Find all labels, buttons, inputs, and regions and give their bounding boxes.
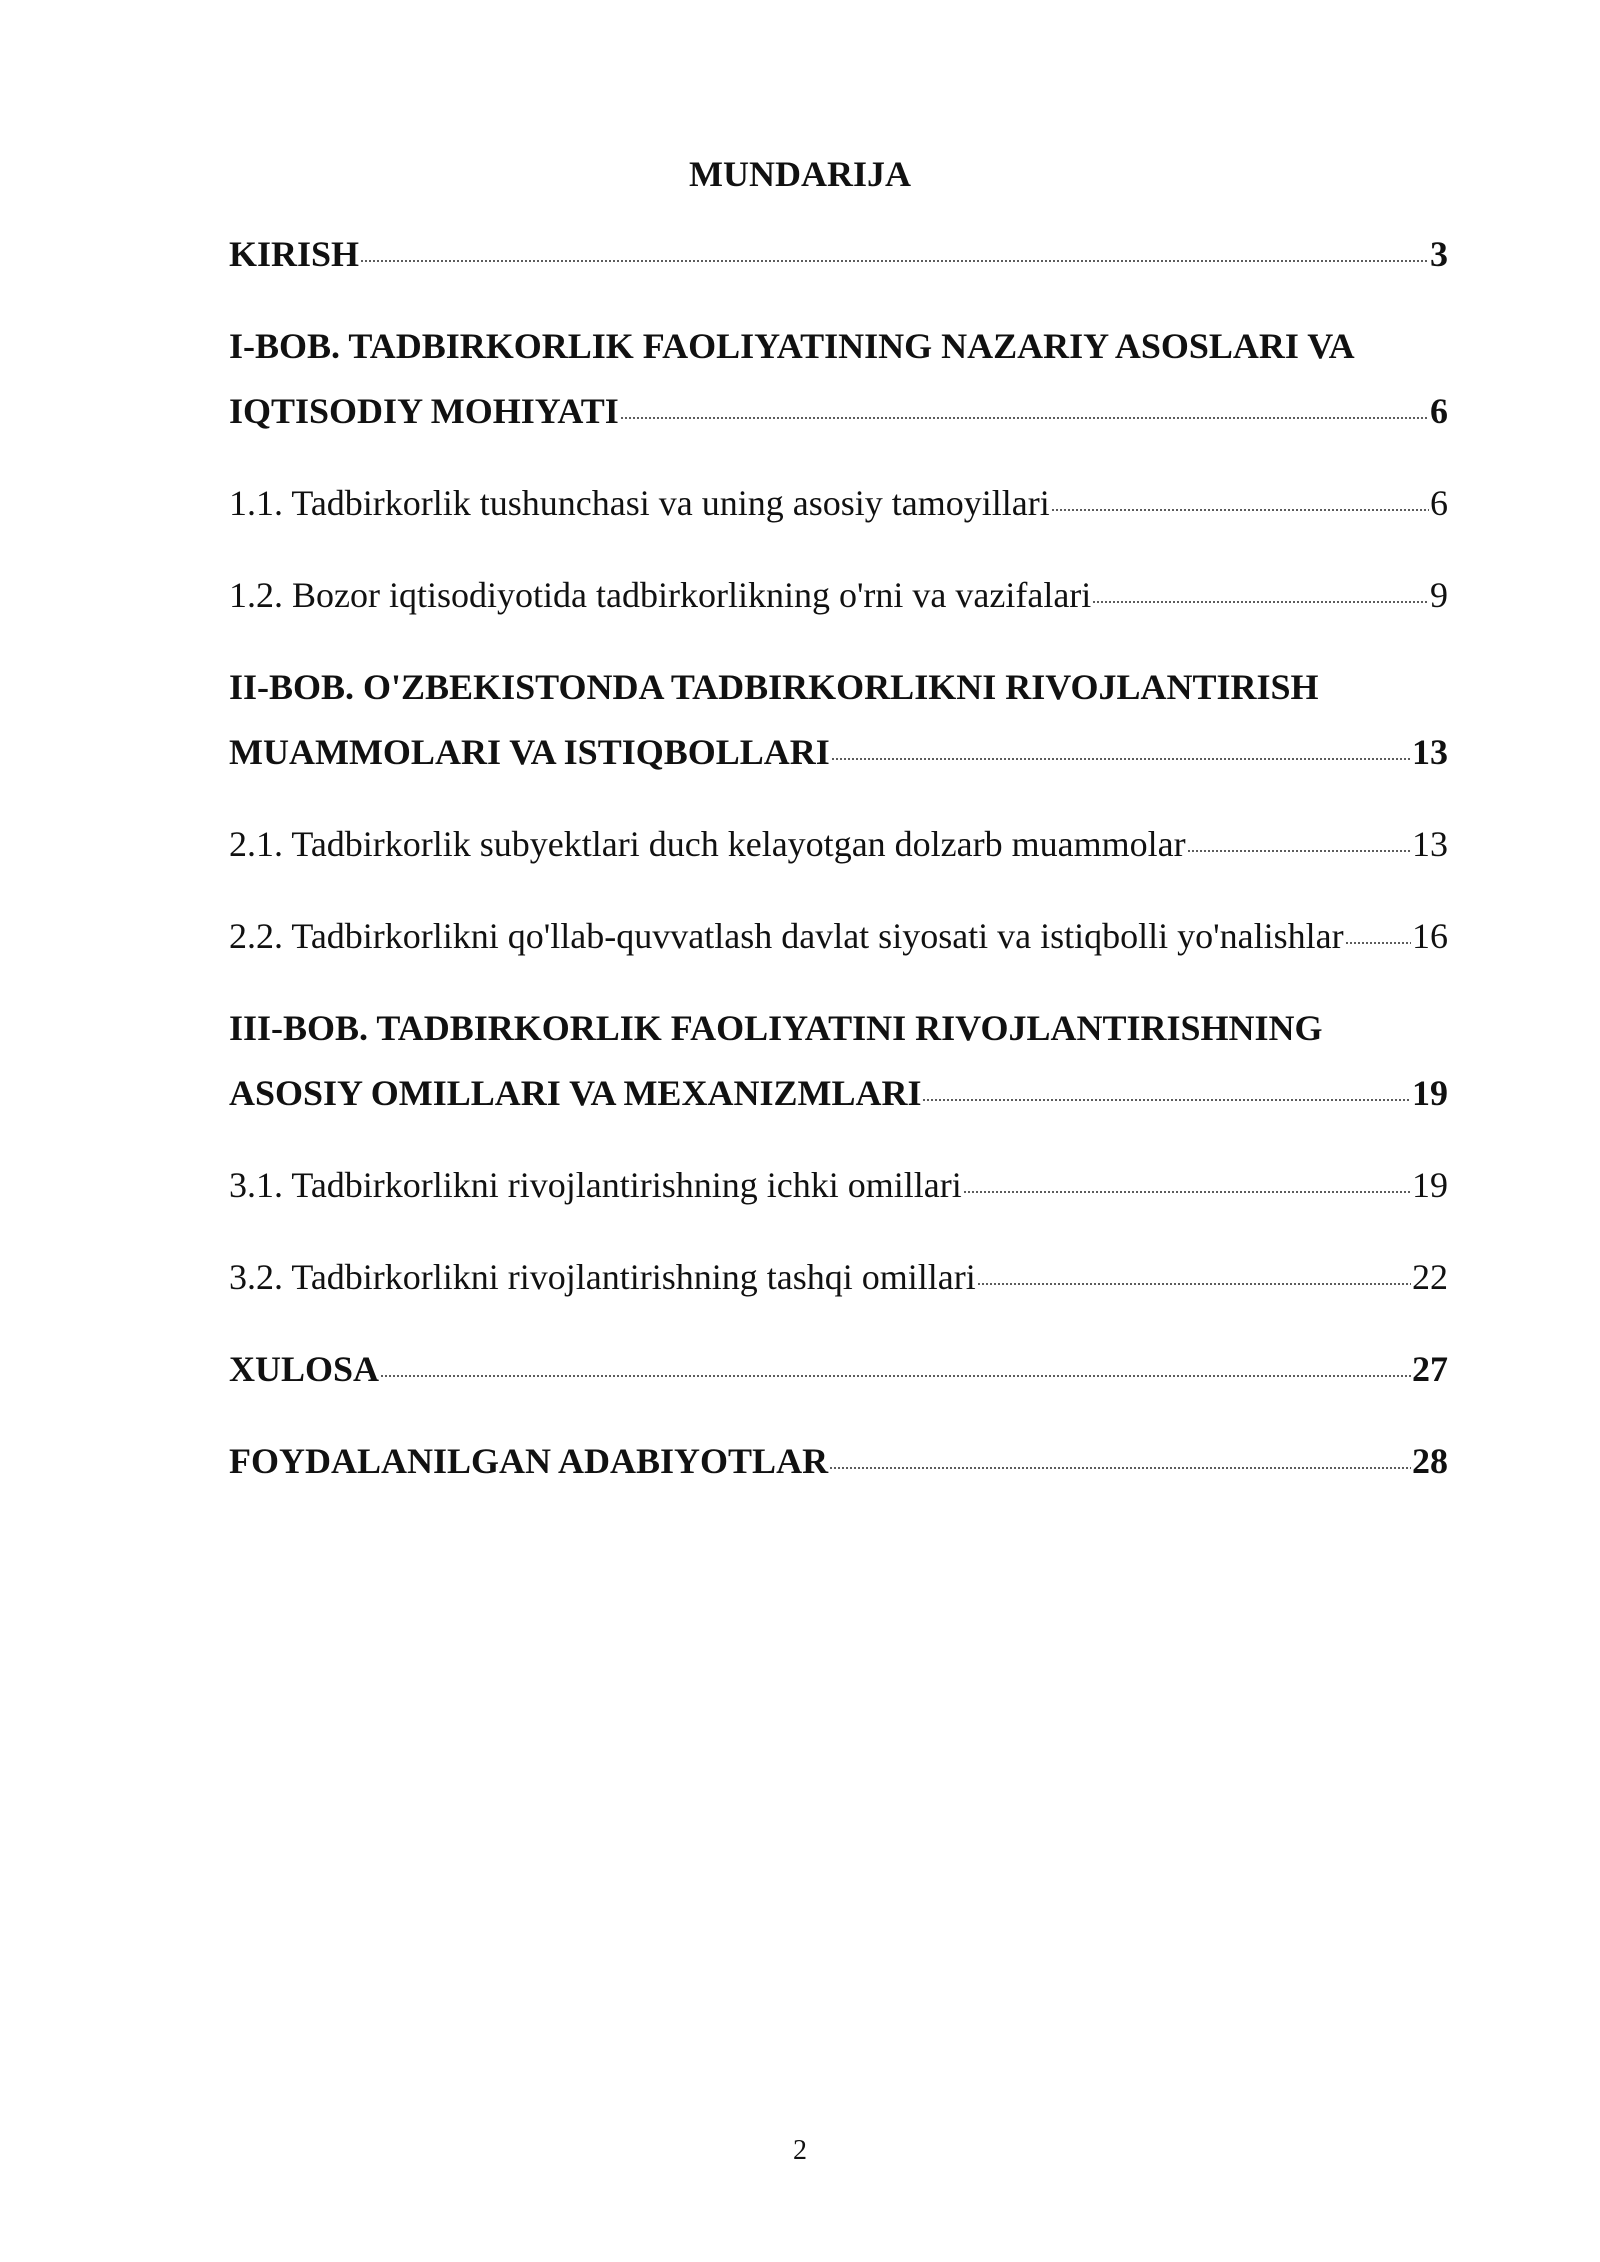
toc-entry — [229, 1153, 1448, 1218]
dot-leader — [1092, 601, 1429, 603]
dot-leader — [831, 758, 1411, 760]
toc-page-number: 19 — [1412, 1073, 1448, 1113]
toc-entry-line — [229, 1337, 1448, 1402]
toc-entry-text: KIRISH — [229, 234, 360, 274]
dot-leader — [1187, 850, 1411, 852]
toc-entry — [229, 1337, 1448, 1402]
dot-leader — [360, 260, 1429, 262]
toc-entry-line — [229, 1153, 1448, 1218]
toc-page-number: 6 — [1430, 483, 1448, 523]
toc-entry — [229, 1429, 1448, 1494]
toc-entry-text: III-BOB. TADBIRKORLIK FAOLIYATINI RIVOJLANTIRISHNING — [229, 1008, 1323, 1048]
toc-entry — [229, 314, 1448, 444]
toc-entry-text: 3.2. Tadbirkorlikni rivojlantirishning tashqi omillari — [229, 1257, 976, 1297]
toc-page-number: 22 — [1412, 1257, 1448, 1297]
toc-entry — [229, 996, 1448, 1126]
toc-page-number: 16 — [1412, 916, 1448, 956]
dot-leader — [620, 417, 1429, 419]
toc-entry-line — [229, 314, 1448, 379]
toc-entry — [229, 222, 1448, 287]
table-of-contents — [229, 222, 1448, 1494]
toc-entry — [229, 471, 1448, 536]
toc-entry-text: IQTISODIY MOHIYATI — [229, 391, 619, 431]
dot-leader — [922, 1099, 1411, 1101]
dot-leader — [1051, 509, 1429, 511]
toc-entry-text: FOYDALANILGAN ADABIYOTLAR — [229, 1441, 829, 1481]
toc-title: MUNDARIJA — [689, 154, 911, 194]
toc-entry — [229, 812, 1448, 877]
toc-page-number: 28 — [1412, 1441, 1448, 1481]
dot-leader — [1345, 942, 1411, 944]
toc-entry — [229, 655, 1448, 785]
dot-leader — [963, 1191, 1411, 1193]
dot-leader — [380, 1375, 1411, 1377]
toc-entry-text: XULOSA — [229, 1349, 380, 1389]
toc-entry-line — [229, 996, 1448, 1061]
toc-entry-line — [229, 904, 1448, 969]
toc-page-number: 3 — [1430, 234, 1448, 274]
toc-page-number: 19 — [1412, 1165, 1448, 1205]
toc-entry-text: 1.2. Bozor iqtisodiyotida tadbirkorlikning o'rni va vazifalari — [229, 575, 1092, 615]
toc-entry-line — [229, 563, 1448, 628]
toc-page-number: 13 — [1412, 732, 1448, 772]
toc-entry-text: II-BOB. O'ZBEKISTONDA TADBIRKORLIKNI RIVOJLANTIRISH — [229, 667, 1319, 707]
page-number: 2 — [793, 2135, 807, 2166]
toc-entry-text: MUAMMOLARI VA ISTIQBOLLARI — [229, 732, 830, 772]
toc-entry-text: I-BOB. TADBIRKORLIK FAOLIYATINING NAZARIY ASOSLARI VA — [229, 326, 1355, 366]
toc-entry — [229, 563, 1448, 628]
toc-page-number: 27 — [1412, 1349, 1448, 1389]
toc-page-number: 13 — [1412, 824, 1448, 864]
toc-entry-line — [229, 720, 1448, 785]
toc-entry — [229, 1245, 1448, 1310]
toc-page-number: 9 — [1430, 575, 1448, 615]
toc-entry-line — [229, 1061, 1448, 1126]
toc-entry — [229, 904, 1448, 969]
toc-entry-text: ASOSIY OMILLARI VA MEXANIZMLARI — [229, 1073, 922, 1113]
toc-entry-text: 2.1. Tadbirkorlik subyektlari duch kelayotgan dolzarb muammolar — [229, 824, 1186, 864]
toc-entry-line — [229, 379, 1448, 444]
dot-leader — [829, 1467, 1411, 1469]
toc-entry-text: 1.1. Tadbirkorlik tushunchasi va uning asosiy tamoyillari — [229, 483, 1050, 523]
toc-entry-line — [229, 812, 1448, 877]
toc-entry-text: 3.1. Tadbirkorlikni rivojlantirishning ichki omillari — [229, 1165, 962, 1205]
dot-leader — [977, 1283, 1411, 1285]
toc-entry-line — [229, 471, 1448, 536]
toc-entry-line — [229, 1429, 1448, 1494]
toc-entry-line — [229, 222, 1448, 287]
toc-entry-text: 2.2. Tadbirkorlikni qo'llab-quvvatlash davlat siyosati va istiqbolli yo'nalishlar — [229, 916, 1344, 956]
toc-page-number: 6 — [1430, 391, 1448, 431]
toc-entry-line — [229, 1245, 1448, 1310]
toc-entry-line — [229, 655, 1448, 720]
